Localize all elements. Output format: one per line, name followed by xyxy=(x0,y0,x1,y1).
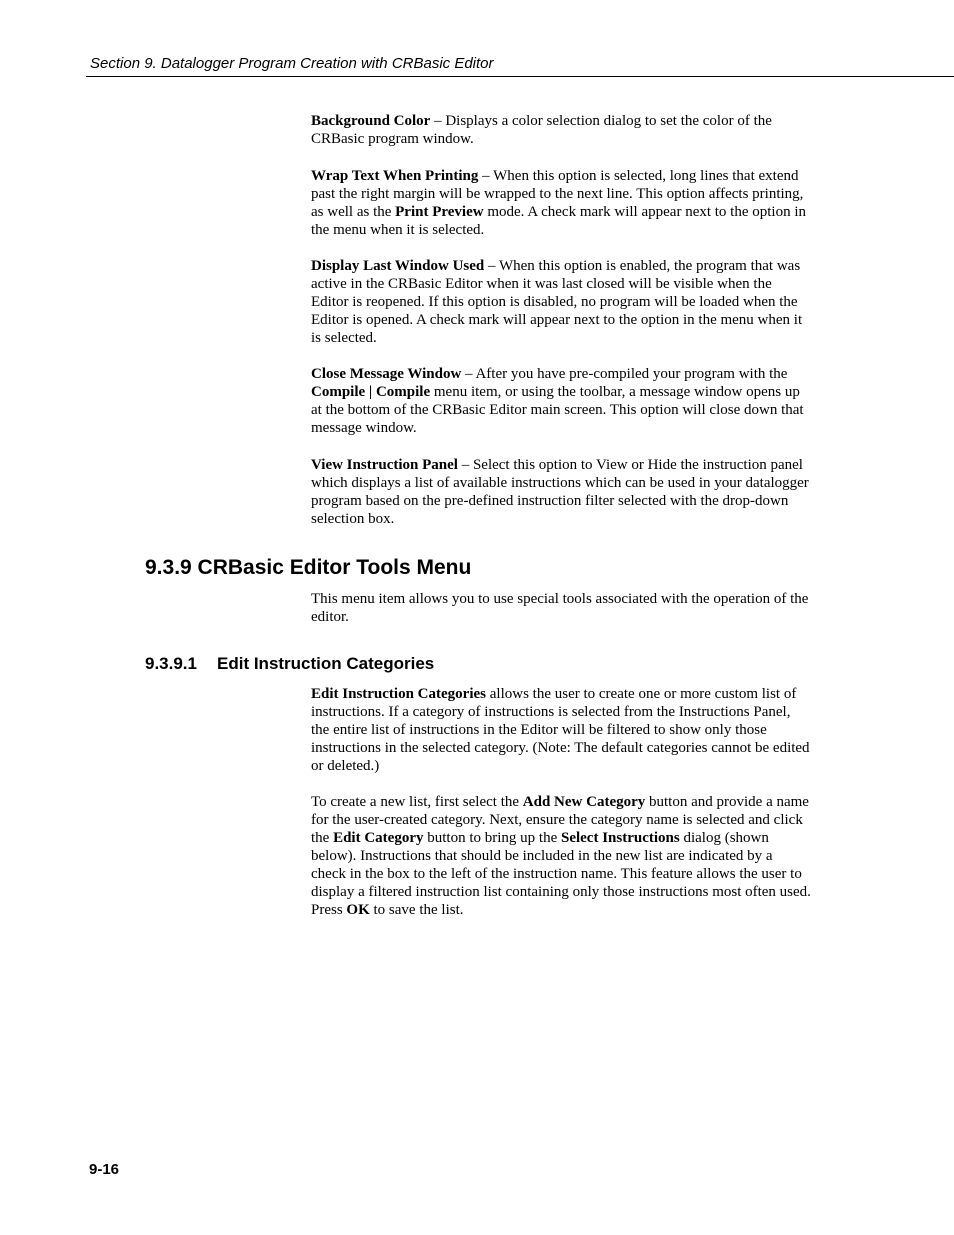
term-edit-categories: Edit Instruction Categories xyxy=(311,686,486,702)
term-add-new-category: Add New Category xyxy=(522,794,646,810)
term-select-instructions: Select Instructions xyxy=(560,830,680,846)
term-view-instruction-panel: View Instruction Panel xyxy=(311,457,458,473)
term-print-preview: Print Preview xyxy=(395,204,484,220)
desc-view-instruction-panel: – Select this option to View or Hide the instruction panel which displays a list of available instructions which can be used in your datalogger program based on the pre-defined instruction filter selected with the drop-down selection box. xyxy=(311,457,809,527)
paragraph-display-last-window xyxy=(311,257,811,347)
desc-edit-categories: allows the user to create one or more custom list of instructions. If a category of instructions is selected from the Instructions Panel, the entire list of instructions in the Editor will be filtered to show only those instructions in the selected category. (Note: The default categories cannot be edited or deleted.) xyxy=(311,686,810,774)
desc-close-message-a: – After you have pre-compiled your program with the xyxy=(461,366,788,382)
text-run: button to bring up the xyxy=(423,830,561,846)
paragraph-close-message-window xyxy=(311,365,811,437)
header-divider xyxy=(86,76,954,77)
term-edit-category: Edit Category xyxy=(333,830,424,846)
page-number: 9-16 xyxy=(89,1161,120,1178)
paragraph-edit-categories xyxy=(311,685,811,775)
desc-background-color: – Displays a color selection dialog to set the color of the CRBasic program window. xyxy=(311,113,772,147)
desc-close-message-c: menu item, or using the toolbar, a message window opens up at the bottom of the CRBasic Editor main screen. This option will close down that message window. xyxy=(311,384,804,436)
term-close-message-window: Close Message Window xyxy=(311,366,462,382)
paragraph-background-color xyxy=(311,112,811,148)
desc-wrap-text-c: mode. A check mark will appear next to the option in the menu when it is selected. xyxy=(311,204,807,238)
paragraph-create-list xyxy=(311,793,811,919)
term-display-last-window: Display Last Window Used xyxy=(311,258,485,274)
text-run: dialog (shown below). Instructions that should be included in the new list are indicated by a check in the box to the left of the instruction name. This feature allows the user to display a filtered instruction list containing only those instructions most often used. Press xyxy=(311,830,811,918)
subsection-number: 9.3.9.1 xyxy=(145,654,197,673)
term-background-color: Background Color xyxy=(311,113,431,129)
text-run: to save the list. xyxy=(369,902,464,918)
paragraph-wrap-text xyxy=(311,167,811,239)
desc-display-last-window: – When this option is enabled, the program that was active in the CRBasic Editor when it was last closed will be visible when the Editor is reopened. If this option is disabled, no program will be loaded when the Editor is opened. A check mark will appear next to the option in the menu when it is selected. xyxy=(311,258,803,346)
paragraph-view-instruction-panel xyxy=(311,456,811,528)
term-ok: OK xyxy=(346,902,370,918)
term-compile: Compile | Compile xyxy=(311,384,431,400)
section-intro: This menu item allows you to use special tools associated with the operation of the editor. xyxy=(311,591,809,625)
text-run: To create a new list, first select the xyxy=(311,794,523,810)
subsection-title: Edit Instruction Categories xyxy=(217,654,435,673)
desc-wrap-text-a: – When this option is selected, long lines that extend past the right margin will be wrapped to the next line. This option affects printing, as well as the xyxy=(311,168,804,220)
subsection-heading xyxy=(145,654,434,674)
section-heading: 9.3.9 CRBasic Editor Tools Menu xyxy=(145,556,472,579)
term-wrap-text: Wrap Text When Printing xyxy=(311,168,479,184)
running-header: Section 9. Datalogger Program Creation with CRBasic Editor xyxy=(90,55,494,72)
text-run: button and provide a name for the user-created category. Next, ensure the category name is selected and click the xyxy=(311,794,809,846)
